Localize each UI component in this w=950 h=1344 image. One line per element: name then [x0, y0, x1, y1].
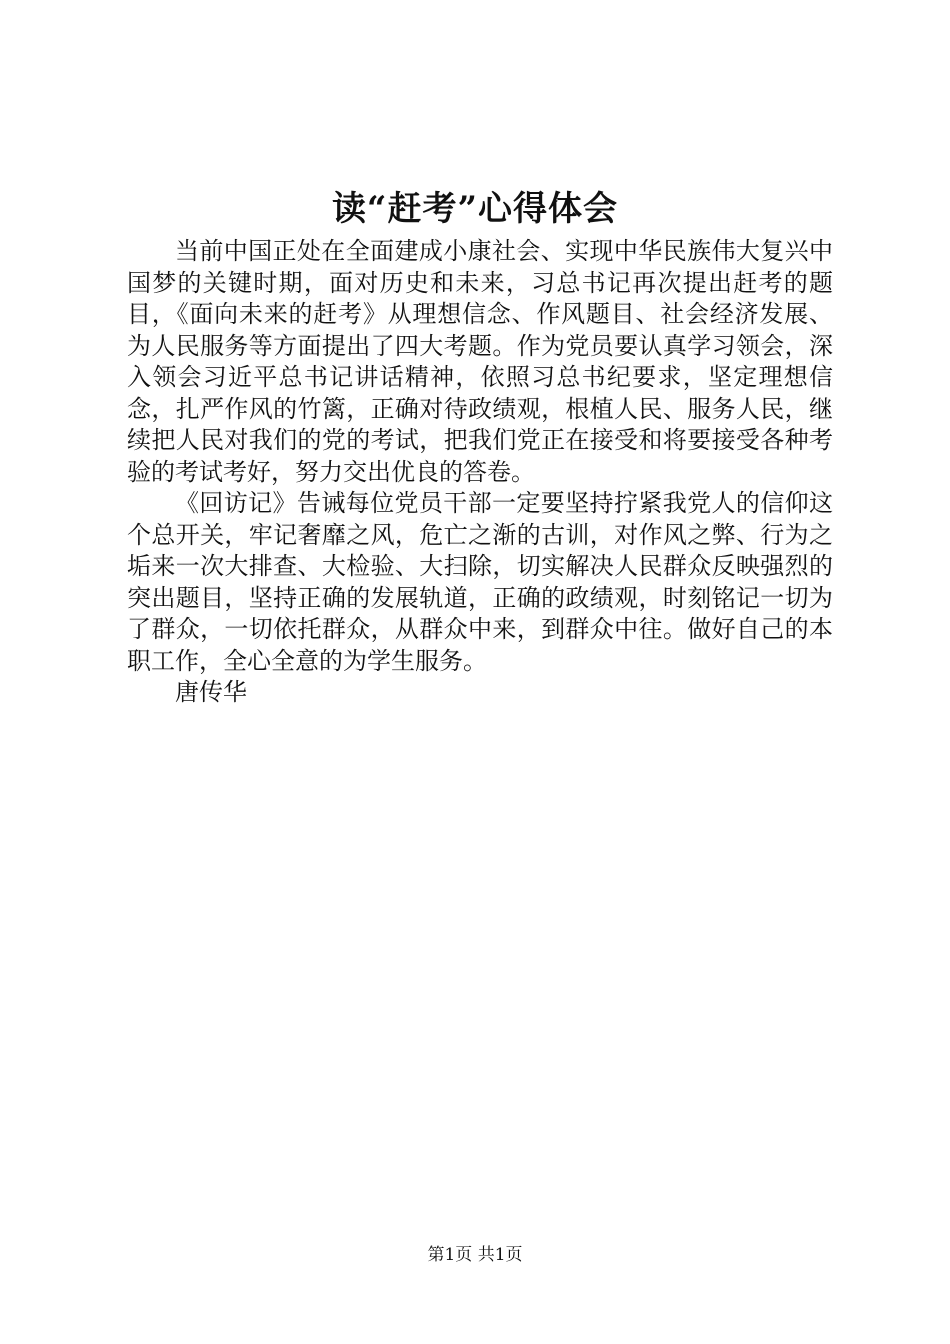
author-signature: 唐传华 [175, 678, 247, 706]
document-body [127, 236, 833, 709]
paragraph-1: 当前中国正处在全面建成小康社会、实现中华民族伟大复兴中国梦的关键时期，面对历史和未来，习总书记再次提出赶考的题目，《面向未来的赶考》从理想信念、作风题目、社会经济发展、为人民服务等方面提出了四大考题。作为党员要认真学习领会，深入领会习近平总书记讲话精神，依照习总书纪要求，坚定理想信念，扎严作风的竹篱，正确对待政绩观，根植人民、服务人民，继续把人民对我们的党的考试，把我们党正在接受和将要接受各种考验的考试考好，努力交出优良的答卷。 [127, 237, 833, 486]
page-footer: 第1页 共1页 [427, 1245, 523, 1265]
document-title: 读“赶考”心得体会 [331, 189, 619, 229]
paragraph-2: 《回访记》告诫每位党员干部一定要坚持拧紧我党人的信仰这个总开关，牢记奢靡之风，危亡之渐的古训，对作风之弊、行为之垢来一次大排查、大检验、大扫除，切实解决人民群众反映强烈的突出题目，坚持正确的发展轨道，正确的政绩观，时刻铭记一切为了群众，一切依托群众，从群众中来，到群众中往。做好自己的本职工作，全心全意的为学生服务。 [127, 489, 833, 675]
